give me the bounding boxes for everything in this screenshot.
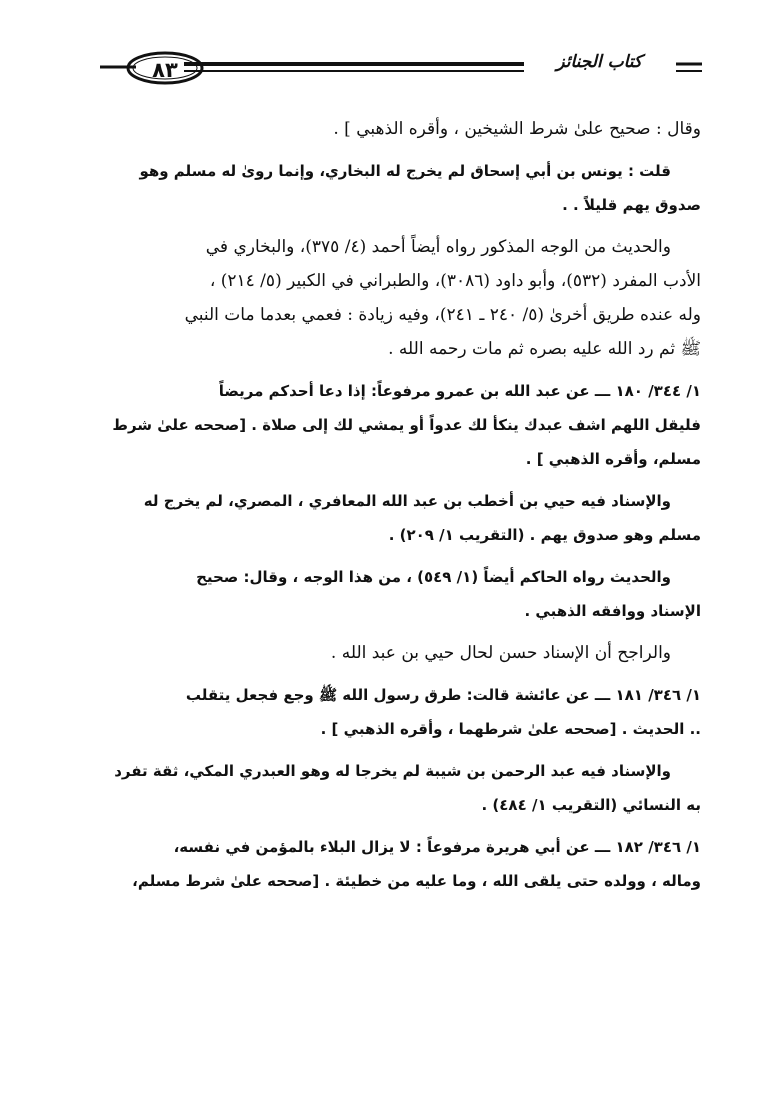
paragraph [103, 560, 701, 628]
text-line: ١/ ٣٤٤/ ١٨٠ ـــ عن عبد الله بن عمرو مرفوعاً: إذا دعا أحدكم مريضاً [218, 382, 701, 400]
page-number: ٨٣ [152, 58, 178, 82]
text-line: والراجح أن الإسناد حسن لحال حيي بن عبد الله . [330, 643, 671, 663]
text-line: والحديث رواه الحاكم أيضاً (١/ ٥٤٩) ، من هذا الوجه ، وقال: صحيح [196, 568, 671, 586]
text-line: قلت : يونس بن أبي إسحاق لم يخرج له البخاري، وإنما روىٰ له مسلم وهو [139, 162, 671, 180]
text-line: وقال : صحيح علىٰ شرط الشيخين ، وأقره الذهبي ] . [333, 119, 701, 139]
text-line: .. الحديث . [صححه علىٰ شرطهما ، وأقره الذهبي ] . [320, 720, 701, 738]
paragraph [103, 754, 701, 822]
paragraph [103, 154, 701, 222]
paragraph [103, 484, 701, 552]
page-header [92, 40, 704, 100]
hadith-entry [103, 678, 701, 746]
hadith-entry [103, 374, 701, 476]
text-line: مسلم، وأقره الذهبي ] . [525, 450, 701, 468]
text-line: والحديث من الوجه المذكور رواه أيضاً أحمد (٤/ ٣٧٥)، والبخاري في [205, 237, 671, 257]
book-title: كتاب الجنائز [556, 52, 642, 72]
text-line: وله عنده طريق أخرىٰ (٥/ ٢٤٠ ـ ٢٤١)، وفيه زيادة : فعمي بعدما مات النبي [184, 305, 701, 325]
text-line: والإسناد فيه عبد الرحمن بن شيبة لم يخرجا له وهو العبدري المكي، ثقة تفرد [114, 762, 671, 780]
text-line: به النسائي (التقريب ١/ ٤٨٤) . [481, 796, 701, 814]
text-line: فليقل اللهم اشف عبدك ينكأ لك عدواً أو يمشي لك إلى صلاة . [صححه علىٰ شرط [112, 416, 701, 434]
text-line: صدوق يهم قليلاً . . [562, 196, 701, 214]
text-line: الإسناد ووافقه الذهبي . [524, 602, 701, 620]
paragraph [103, 230, 701, 366]
text-line: ١/ ٣٤٦/ ١٨٢ ـــ عن أبي هريرة مرفوعاً : لا يزال البلاء بالمؤمن في نفسه، [173, 838, 701, 856]
text-line: مسلم وهو صدوق يهم . (التقريب ١/ ٢٠٩) . [388, 526, 701, 544]
hadith-entry [103, 830, 701, 898]
paragraph [103, 112, 701, 146]
text-line: والإسناد فيه حيي بن أخطب بن عبد الله المعافري ، المصري، لم يخرج له [143, 492, 671, 510]
text-line: وماله ، وولده حتى يلقى الله ، وما عليه من خطيئة . [صححه علىٰ شرط مسلم، [132, 872, 701, 890]
paragraph [103, 636, 701, 670]
page-body [103, 112, 701, 906]
text-line: ﷺ ثم رد الله عليه بصره ثم مات رحمه الله . [388, 339, 701, 359]
text-line: ١/ ٣٤٦/ ١٨١ ـــ عن عائشة قالت: طرق رسول الله ﷺ وجع فجعل يتقلب [185, 686, 701, 704]
text-line: الأدب المفرد (٥٣٢)، وأبو داود (٣٠٨٦)، والطبراني في الكبير (٥/ ٢١٤) ، [209, 271, 701, 291]
